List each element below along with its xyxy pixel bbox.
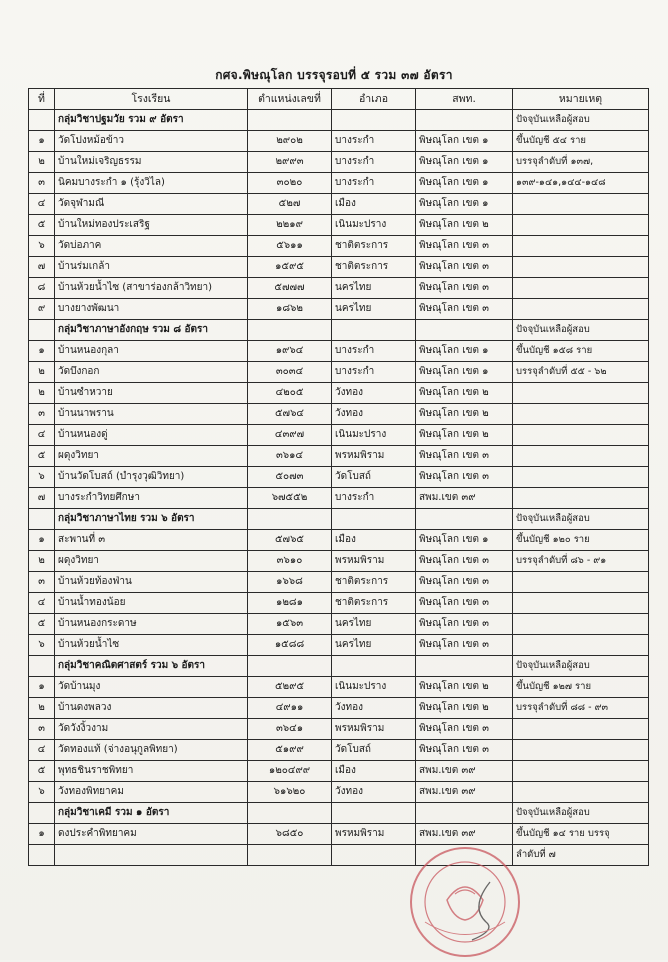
- table-row: [29, 383, 649, 404]
- cell-office: พิษณุโลก เขต ๓: [416, 740, 513, 761]
- cell-office: [416, 320, 513, 341]
- table-row: [29, 425, 649, 446]
- cell-position: [248, 509, 332, 530]
- cell-district: วังทอง: [332, 782, 416, 803]
- cell-office: พิษณุโลก เขต ๓: [416, 593, 513, 614]
- header-office: สพท.: [416, 89, 513, 110]
- cell-district: บางระกำ: [332, 362, 416, 383]
- cell-school: บ้านใหม่เจริญธรรม: [55, 152, 248, 173]
- cell-office: พิษณุโลก เขต ๒: [416, 404, 513, 425]
- cell-district: วัดโบสถ์: [332, 740, 416, 761]
- cell-district: เนินมะปราง: [332, 425, 416, 446]
- cell-position: [248, 110, 332, 131]
- table-row: [29, 404, 649, 425]
- cell-district: เมือง: [332, 194, 416, 215]
- cell-office: พิษณุโลก เขต ๑: [416, 152, 513, 173]
- cell-district: พรหมพิราม: [332, 719, 416, 740]
- cell-office: พิษณุโลก เขต ๓: [416, 551, 513, 572]
- cell-no: ๕: [29, 446, 55, 467]
- cell-school: ดงประคำพิทยาคม: [55, 824, 248, 845]
- cell-school: บ้านหนองดู่: [55, 425, 248, 446]
- cell-school: วัดโปงหม้อข้าว: [55, 131, 248, 152]
- cell-school: บ้านห้วยน้ำไซ (สาขาร่องกล้าวิทยา): [55, 278, 248, 299]
- cell-note: [513, 614, 649, 635]
- cell-note: ขึ้นบัญชี ๑๕๘ ราย: [513, 341, 649, 362]
- table-row: [29, 236, 649, 257]
- cell-note: [513, 488, 649, 509]
- cell-district: นครไทย: [332, 635, 416, 656]
- cell-district: นครไทย: [332, 299, 416, 320]
- cell-office: พิษณุโลก เขต ๑: [416, 530, 513, 551]
- cell-position: ๓๐๒๐: [248, 173, 332, 194]
- cell-office: สพม.เขต ๓๙: [416, 782, 513, 803]
- table-row: [29, 152, 649, 173]
- cell-school: บ้านนาพราน: [55, 404, 248, 425]
- table-row: [29, 782, 649, 803]
- cell-district: [332, 110, 416, 131]
- cell-note: ปัจจุบันเหลือผู้สอบ: [513, 803, 649, 824]
- cell-no: ๓: [29, 173, 55, 194]
- table-body: [29, 110, 649, 866]
- cell-school: บ้านน้ำทองน้อย: [55, 593, 248, 614]
- cell-note: ปัจจุบันเหลือผู้สอบ: [513, 110, 649, 131]
- cell-district: บางระกำ: [332, 152, 416, 173]
- cell-note: [513, 761, 649, 782]
- cell-district: [332, 320, 416, 341]
- cell-district: เมือง: [332, 530, 416, 551]
- cell-note: ลำดับที่ ๗: [513, 845, 649, 866]
- cell-no: ๔: [29, 425, 55, 446]
- cell-position: ๑๕๖๓: [248, 614, 332, 635]
- cell-position: ๑๕๙๕: [248, 257, 332, 278]
- cell-note: [513, 299, 649, 320]
- cell-district: ชาติตระการ: [332, 236, 416, 257]
- cell-school: พุทธชินราชพิทยา: [55, 761, 248, 782]
- cell-office: สพม.เขต ๓๙: [416, 761, 513, 782]
- cell-district: นครไทย: [332, 278, 416, 299]
- header-school: โรงเรียน: [55, 89, 248, 110]
- cell-office: พิษณุโลก เขต ๒: [416, 698, 513, 719]
- cell-note: บรรจุลำดับที่ ๕๕ - ๖๒: [513, 362, 649, 383]
- cell-office: พิษณุโลก เขต ๓: [416, 635, 513, 656]
- cell-district: ชาติตระการ: [332, 572, 416, 593]
- cell-district: วัดโบสถ์: [332, 467, 416, 488]
- cell-note: [513, 236, 649, 257]
- cell-district: นครไทย: [332, 614, 416, 635]
- header-no: ที่: [29, 89, 55, 110]
- cell-district: [332, 656, 416, 677]
- cell-school: บางระกำวิทยศึกษา: [55, 488, 248, 509]
- cell-note: [513, 383, 649, 404]
- cell-district: พรหมพิราม: [332, 824, 416, 845]
- table-header-row: [29, 89, 649, 110]
- cell-position: ๕๒๙๕: [248, 677, 332, 698]
- cell-no: ๒: [29, 362, 55, 383]
- table-row: [29, 845, 649, 866]
- cell-office: [416, 509, 513, 530]
- cell-office: พิษณุโลก เขต ๑: [416, 194, 513, 215]
- cell-note: [513, 593, 649, 614]
- cell-note: [513, 446, 649, 467]
- cell-position: ๒๙๙๓: [248, 152, 332, 173]
- cell-no: [29, 803, 55, 824]
- cell-office: พิษณุโลก เขต ๓: [416, 572, 513, 593]
- cell-position: ๖๑๖๒๐: [248, 782, 332, 803]
- cell-position: [248, 845, 332, 866]
- cell-note: ปัจจุบันเหลือผู้สอบ: [513, 656, 649, 677]
- cell-office: พิษณุโลก เขต ๓: [416, 467, 513, 488]
- cell-no: ๓: [29, 572, 55, 593]
- table-row: [29, 299, 649, 320]
- cell-district: บางระกำ: [332, 488, 416, 509]
- cell-note: ขึ้นบัญชี ๑๔ ราย บรรจุ: [513, 824, 649, 845]
- cell-school: กลุ่มวิชาภาษาอังกฤษ รวม ๘ อัตรา: [55, 320, 248, 341]
- cell-school: บ้านหนองกุลา: [55, 341, 248, 362]
- header-district: อำเภอ: [332, 89, 416, 110]
- cell-school: วัดทองแท้ (จ่างอนุกูลพิทยา): [55, 740, 248, 761]
- cell-position: ๔๓๙๗: [248, 425, 332, 446]
- cell-note: [513, 572, 649, 593]
- table-row: [29, 131, 649, 152]
- table-row: [29, 278, 649, 299]
- cell-office: พิษณุโลก เขต ๓: [416, 278, 513, 299]
- table-row: [29, 446, 649, 467]
- allocation-table: [28, 88, 649, 866]
- cell-no: ๓: [29, 404, 55, 425]
- cell-office: พิษณุโลก เขต ๓: [416, 446, 513, 467]
- cell-note: ๑๓๙-๑๔๑,๑๔๔-๑๔๘: [513, 173, 649, 194]
- office-seal-stamp: [405, 842, 525, 962]
- cell-position: ๖๘๕๐: [248, 824, 332, 845]
- cell-position: ๑๖๖๘: [248, 572, 332, 593]
- cell-office: พิษณุโลก เขต ๓: [416, 236, 513, 257]
- cell-no: ๙: [29, 299, 55, 320]
- cell-position: ๑๘๖๒: [248, 299, 332, 320]
- cell-note: ขึ้นบัญชี ๑๒๗ ราย: [513, 677, 649, 698]
- table-row: [29, 614, 649, 635]
- cell-no: ๗: [29, 257, 55, 278]
- cell-school: กลุ่มวิชาคณิตศาสตร์ รวม ๖ อัตรา: [55, 656, 248, 677]
- cell-office: พิษณุโลก เขต ๑: [416, 341, 513, 362]
- cell-position: ๓๐๓๔: [248, 362, 332, 383]
- table-row: [29, 740, 649, 761]
- cell-position: ๑๒๐๔๙๙: [248, 761, 332, 782]
- cell-school: บ้านร่มเกล้า: [55, 257, 248, 278]
- cell-no: ๒: [29, 551, 55, 572]
- cell-no: ๑: [29, 677, 55, 698]
- cell-note: [513, 635, 649, 656]
- cell-office: พิษณุโลก เขต ๒: [416, 215, 513, 236]
- cell-school: บ้านหนองกระดาษ: [55, 614, 248, 635]
- cell-position: ๕๐๗๓: [248, 467, 332, 488]
- cell-no: ๒: [29, 152, 55, 173]
- cell-office: พิษณุโลก เขต ๓: [416, 299, 513, 320]
- cell-no: ๑: [29, 341, 55, 362]
- cell-no: [29, 509, 55, 530]
- cell-office: พิษณุโลก เขต ๒: [416, 383, 513, 404]
- cell-school: กลุ่มวิชาเคมี รวม ๑ อัตรา: [55, 803, 248, 824]
- cell-school: กลุ่มวิชาปฐมวัย รวม ๙ อัตรา: [55, 110, 248, 131]
- cell-note: ปัจจุบันเหลือผู้สอบ: [513, 509, 649, 530]
- cell-district: เนินมะปราง: [332, 215, 416, 236]
- cell-position: ๕๗๖๕: [248, 530, 332, 551]
- cell-school: วัดวังงิ้วงาม: [55, 719, 248, 740]
- cell-office: พิษณุโลก เขต ๒: [416, 677, 513, 698]
- table-row: [29, 593, 649, 614]
- table-row: [29, 572, 649, 593]
- cell-note: [513, 404, 649, 425]
- cell-district: ชาติตระการ: [332, 257, 416, 278]
- table-row: [29, 761, 649, 782]
- group-header-row: [29, 509, 649, 530]
- table-row: [29, 362, 649, 383]
- cell-position: ๕๒๗: [248, 194, 332, 215]
- cell-no: [29, 845, 55, 866]
- cell-note: [513, 257, 649, 278]
- header-position: ตำแหน่งเลขที่: [248, 89, 332, 110]
- table-row: [29, 530, 649, 551]
- cell-note: [513, 740, 649, 761]
- cell-district: [332, 845, 416, 866]
- cell-office: พิษณุโลก เขต ๓: [416, 719, 513, 740]
- cell-school: วัดบ่อภาค: [55, 236, 248, 257]
- cell-district: [332, 803, 416, 824]
- cell-school: กลุ่มวิชาภาษาไทย รวม ๖ อัตรา: [55, 509, 248, 530]
- cell-no: ๔: [29, 740, 55, 761]
- cell-district: บางระกำ: [332, 131, 416, 152]
- table-row: [29, 215, 649, 236]
- cell-office: พิษณุโลก เขต ๓: [416, 614, 513, 635]
- cell-office: พิษณุโลก เขต ๑: [416, 131, 513, 152]
- cell-note: [513, 719, 649, 740]
- cell-no: ๖: [29, 467, 55, 488]
- cell-position: ๓๖๑๐: [248, 551, 332, 572]
- table-row: [29, 257, 649, 278]
- cell-no: ๕: [29, 614, 55, 635]
- cell-note: [513, 467, 649, 488]
- cell-position: [248, 803, 332, 824]
- cell-no: ๑: [29, 824, 55, 845]
- cell-position: ๑๙๖๔: [248, 341, 332, 362]
- cell-note: บรรจุลำดับที่ ๘๖ - ๙๑: [513, 551, 649, 572]
- cell-position: ๒๙๐๒: [248, 131, 332, 152]
- cell-no: ๗: [29, 488, 55, 509]
- cell-district: ชาติตระการ: [332, 593, 416, 614]
- cell-office: [416, 656, 513, 677]
- cell-district: พรหมพิราม: [332, 446, 416, 467]
- cell-office: พิษณุโลก เขต ๑: [416, 173, 513, 194]
- table-row: [29, 698, 649, 719]
- cell-note: ปัจจุบันเหลือผู้สอบ: [513, 320, 649, 341]
- group-header-row: [29, 656, 649, 677]
- cell-note: [513, 425, 649, 446]
- cell-school: วัดจุฬามณี: [55, 194, 248, 215]
- cell-district: บางระกำ: [332, 173, 416, 194]
- cell-office: พิษณุโลก เขต ๓: [416, 257, 513, 278]
- cell-no: ๕: [29, 215, 55, 236]
- cell-school: บ้านห้วยน้ำไซ: [55, 635, 248, 656]
- cell-school: บ้านดงพลวง: [55, 698, 248, 719]
- cell-note: [513, 782, 649, 803]
- cell-no: ๓: [29, 719, 55, 740]
- cell-school: บ้านซำหวาย: [55, 383, 248, 404]
- cell-school: [55, 845, 248, 866]
- cell-no: ๔: [29, 194, 55, 215]
- cell-district: วังทอง: [332, 404, 416, 425]
- cell-no: ๒: [29, 698, 55, 719]
- cell-school: นิคมบางระกำ ๑ (รุ้งวิไล): [55, 173, 248, 194]
- cell-note: [513, 194, 649, 215]
- cell-office: สพม.เขต ๓๙: [416, 824, 513, 845]
- cell-position: ๓๖๔๑: [248, 719, 332, 740]
- group-header-row: [29, 110, 649, 131]
- cell-position: ๑๕๘๘: [248, 635, 332, 656]
- cell-district: เมือง: [332, 761, 416, 782]
- cell-no: ๒: [29, 383, 55, 404]
- table-row: [29, 635, 649, 656]
- cell-school: วังทองพิทยาคม: [55, 782, 248, 803]
- cell-no: [29, 320, 55, 341]
- cell-no: ๑: [29, 530, 55, 551]
- table-row: [29, 173, 649, 194]
- cell-no: ๖: [29, 782, 55, 803]
- cell-position: ๕๖๑๑: [248, 236, 332, 257]
- table-row: [29, 488, 649, 509]
- cell-position: ๖๗๕๕๒: [248, 488, 332, 509]
- cell-position: ๕๑๙๙: [248, 740, 332, 761]
- cell-district: [332, 509, 416, 530]
- group-header-row: [29, 803, 649, 824]
- cell-note: บรรจุลำดับที่ ๘๘ - ๙๓: [513, 698, 649, 719]
- group-header-row: [29, 320, 649, 341]
- cell-school: บ้านห้วยท้องฟ่าน: [55, 572, 248, 593]
- cell-office: สพม.เขต ๓๙: [416, 488, 513, 509]
- table-row: [29, 551, 649, 572]
- cell-no: ๔: [29, 593, 55, 614]
- cell-position: ๔๒๐๕: [248, 383, 332, 404]
- cell-office: พิษณุโลก เขต ๑: [416, 362, 513, 383]
- cell-district: วังทอง: [332, 698, 416, 719]
- table-row: [29, 467, 649, 488]
- cell-school: สะพานที่ ๓: [55, 530, 248, 551]
- cell-district: พรหมพิราม: [332, 551, 416, 572]
- cell-office: [416, 110, 513, 131]
- cell-school: บางยางพัฒนา: [55, 299, 248, 320]
- cell-position: ๒๒๑๙: [248, 215, 332, 236]
- cell-school: บ้านใหม่ทองประเสริฐ: [55, 215, 248, 236]
- table-row: [29, 824, 649, 845]
- cell-no: ๘: [29, 278, 55, 299]
- cell-position: ๕๗๖๔: [248, 404, 332, 425]
- table-row: [29, 341, 649, 362]
- cell-note: บรรจุลำดับที่ ๑๓๗,: [513, 152, 649, 173]
- cell-position: ๔๙๑๑: [248, 698, 332, 719]
- cell-note: [513, 278, 649, 299]
- cell-position: ๓๖๑๔: [248, 446, 332, 467]
- cell-position: [248, 320, 332, 341]
- cell-position: [248, 656, 332, 677]
- cell-school: ผดุงวิทยา: [55, 446, 248, 467]
- cell-no: ๖: [29, 236, 55, 257]
- table-row: [29, 719, 649, 740]
- cell-district: วังทอง: [332, 383, 416, 404]
- cell-school: ผดุงวิทยา: [55, 551, 248, 572]
- header-note: หมายเหตุ: [513, 89, 649, 110]
- cell-district: เนินมะปราง: [332, 677, 416, 698]
- cell-no: [29, 110, 55, 131]
- cell-school: บ้านวัดโบสถ์ (บำรุงวุฒิวิทยา): [55, 467, 248, 488]
- cell-office: พิษณุโลก เขต ๒: [416, 425, 513, 446]
- cell-no: [29, 656, 55, 677]
- cell-office: [416, 803, 513, 824]
- cell-district: บางระกำ: [332, 341, 416, 362]
- cell-position: ๑๒๘๑: [248, 593, 332, 614]
- cell-note: ขึ้นบัญชี ๑๒๐ ราย: [513, 530, 649, 551]
- cell-no: ๖: [29, 635, 55, 656]
- cell-school: วัดบึงกอก: [55, 362, 248, 383]
- cell-note: [513, 215, 649, 236]
- cell-note: ขึ้นบัญชี ๕๔ ราย: [513, 131, 649, 152]
- cell-no: ๕: [29, 761, 55, 782]
- document-title: กศจ.พิษณุโลก บรรจุรอบที่ ๕ รวม ๓๗ อัตรา: [215, 68, 453, 82]
- cell-no: ๑: [29, 131, 55, 152]
- cell-school: วัดบ้านมุง: [55, 677, 248, 698]
- table-row: [29, 194, 649, 215]
- cell-position: ๕๗๗๗: [248, 278, 332, 299]
- table-row: [29, 677, 649, 698]
